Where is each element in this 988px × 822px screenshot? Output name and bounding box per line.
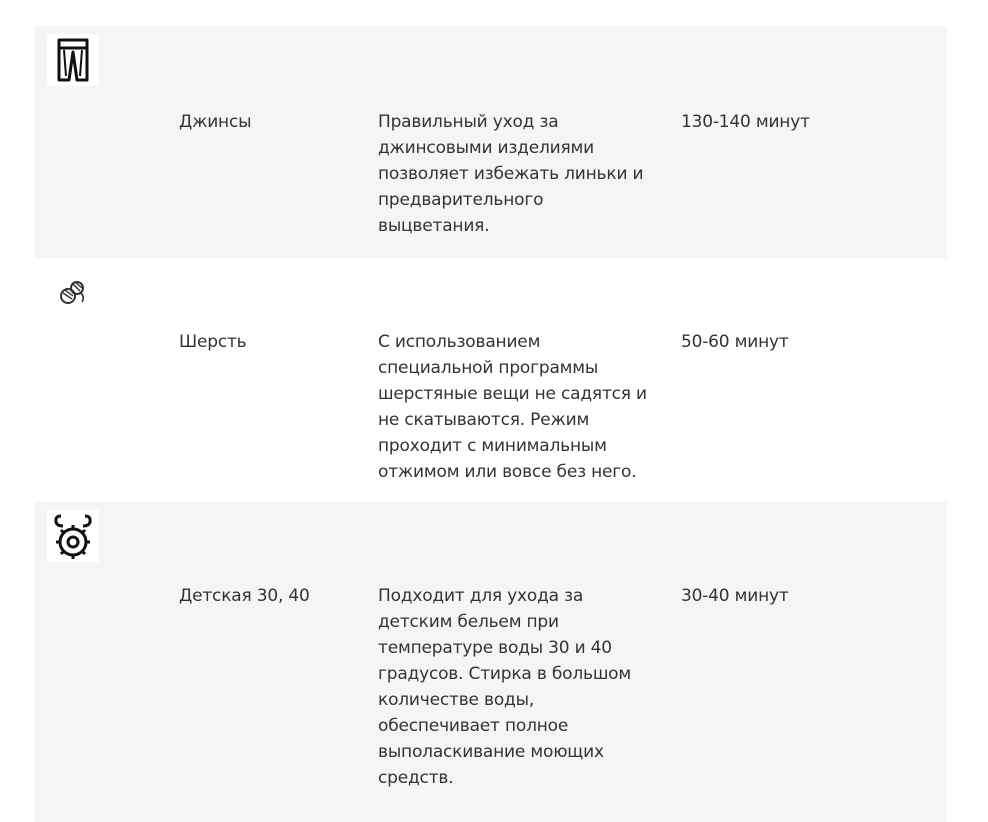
table-row xyxy=(35,26,947,258)
program-description: Правильный уход за джинсовыми изделиями позволяет избежать линьки и предварительного выцветания. xyxy=(378,112,644,236)
table-row xyxy=(35,502,947,822)
wool-yarn-icon xyxy=(47,266,99,318)
jeans-icon xyxy=(47,34,99,86)
wash-programs-table xyxy=(35,26,947,822)
program-name: Шерсть xyxy=(179,332,247,352)
program-time: 50-60 минут xyxy=(681,332,789,352)
program-description: Подходит для ухода за детским бельем при температуре воды 30 и 40 градусов. Стирка в большом количестве воды, обеспечивает полное выполаскивание моющих средств. xyxy=(378,586,632,788)
program-description: С использованием специальной программы шерстяные вещи не садятся и не скатываются. Режим проходит с минимальным отжимом или вовсе без него. xyxy=(378,332,647,482)
program-time: 130-140 минут xyxy=(681,112,810,132)
program-time: 30-40 минут xyxy=(681,586,789,606)
program-name: Детская 30, 40 xyxy=(179,586,310,606)
program-name: Джинсы xyxy=(179,112,252,132)
baby-bib-icon xyxy=(47,510,99,562)
table-row xyxy=(35,258,947,502)
